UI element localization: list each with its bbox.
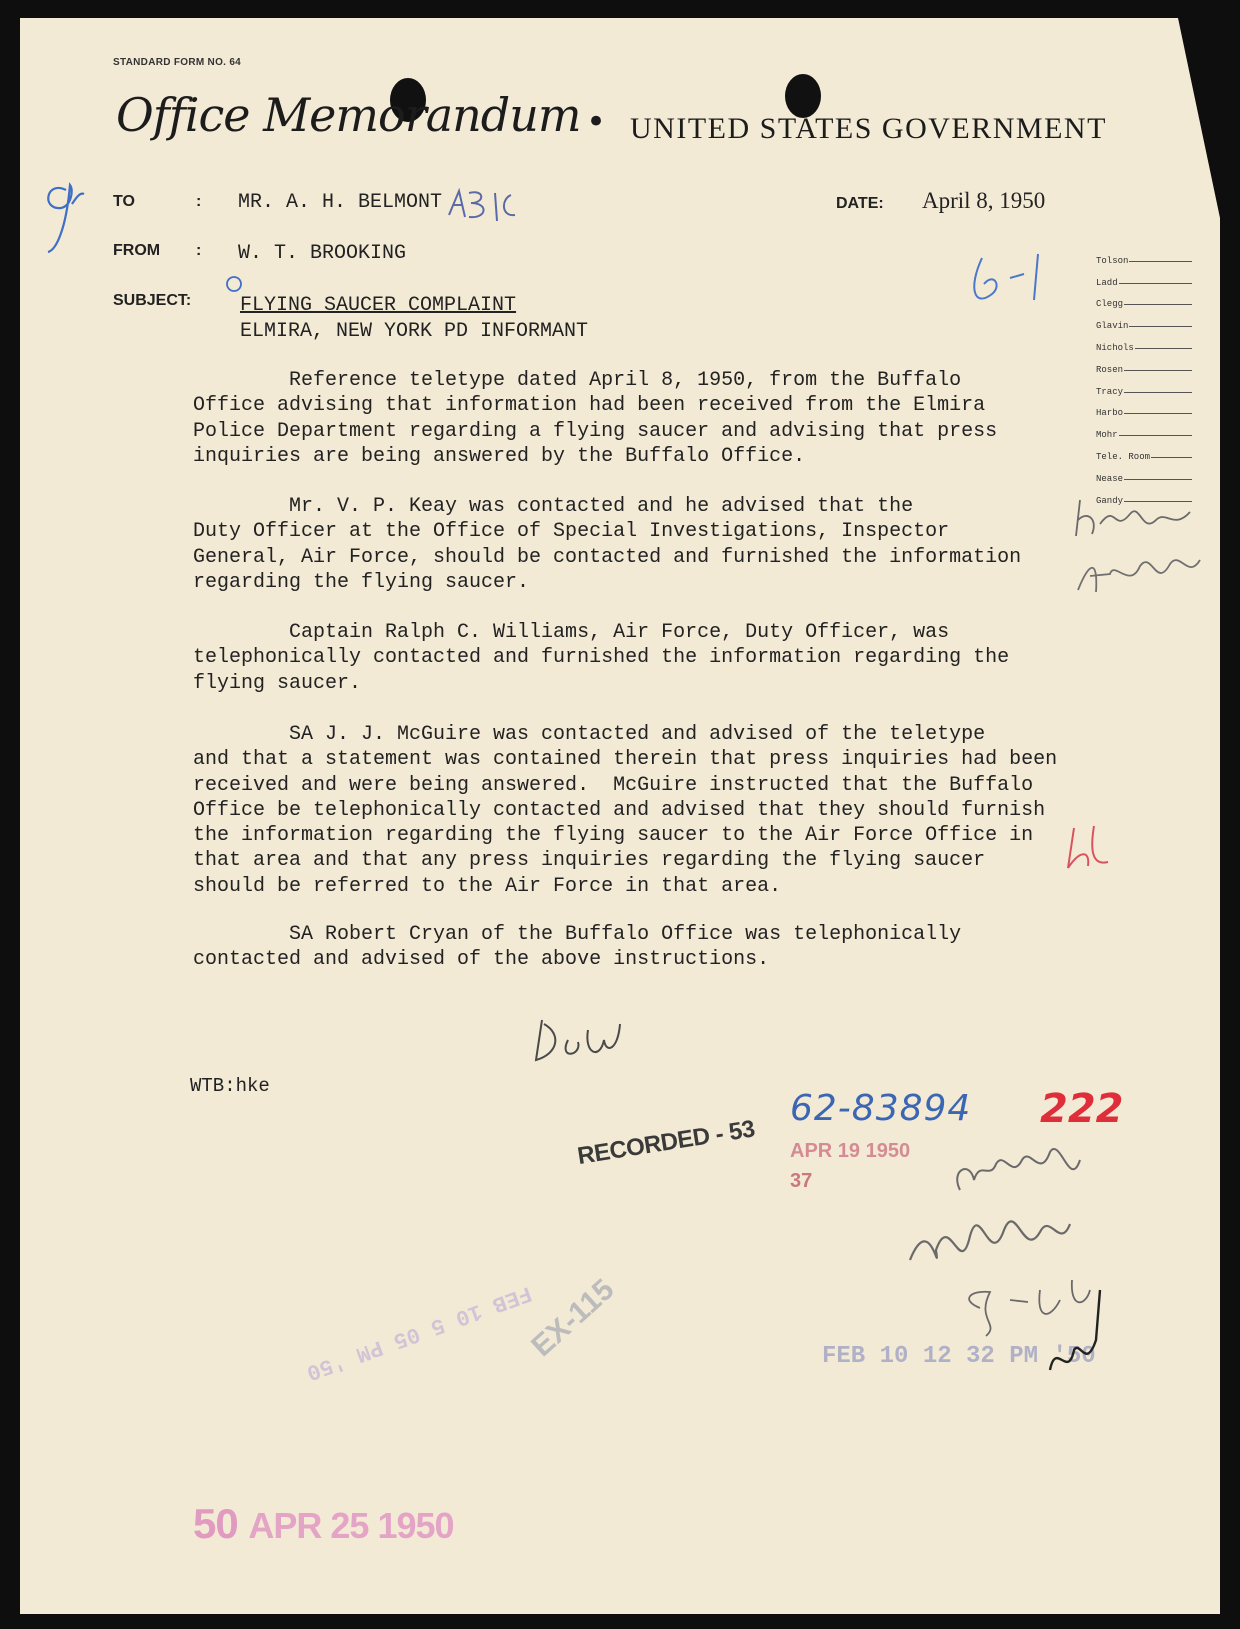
indexed-number-stamp: 37 [790, 1170, 813, 1192]
routing-line [1119, 283, 1192, 284]
subject-line-1: FLYING SAUCER COMPLAINT [240, 294, 517, 317]
to-colon: : [196, 193, 202, 210]
routing-name: Glavin [1096, 321, 1129, 332]
subject-label: SUBJECT: [113, 292, 192, 309]
routing-line [1124, 413, 1192, 414]
recorded-stamp: RECORDED - 53 [575, 1115, 757, 1171]
routing-row [1096, 462, 1192, 484]
routing-row [1096, 266, 1192, 288]
indexed-date-stamp: APR 19 1950 [790, 1140, 911, 1162]
typist-initials: WTB:hke [190, 1075, 270, 1097]
received-stamp-right: FEB 10 12 32 PM '50 [822, 1343, 1096, 1370]
memo-title: Office Memorandum [116, 88, 581, 142]
form-number: STANDARD FORM NO. 64 [113, 57, 242, 68]
routing-name: Gandy [1096, 495, 1124, 506]
body-paragraph-2: Mr. V. P. Keay was contacted and he advised that the Duty Officer at the Office of Special Investigations, Inspector General, Air Force, should be contacted and furnished the information regarding the flying saucer. [193, 495, 1022, 594]
routing-row [1096, 440, 1192, 462]
handwritten-signatures-lower [900, 1140, 1140, 1390]
routing-row [1096, 331, 1192, 353]
title-separator: • [586, 102, 607, 142]
routing-row [1096, 375, 1192, 397]
routing-name: Nichols [1096, 342, 1134, 353]
routing-name: Nease [1096, 473, 1124, 484]
date-value: April 8, 1950 [922, 188, 1046, 213]
routing-line [1119, 435, 1192, 436]
routing-line [1124, 392, 1192, 393]
body-paragraph-3: Captain Ralph C. Williams, Air Force, Duty Officer, was telephonically contacted and furnished the information regarding the flying saucer. [193, 621, 1010, 695]
routing-name: Ladd [1096, 277, 1118, 288]
handwritten-mark-blue [36, 170, 86, 266]
filed-date-stamp [193, 1500, 454, 1548]
filed-date: APR 25 1950 [248, 1505, 454, 1546]
body-paragraph-5: SA Robert Cryan of the Buffalo Office was telephonically contacted and advised of the above instructions. [193, 923, 962, 972]
file-number-stamp: 62-83894 [790, 1088, 972, 1129]
from-value: W. T. BROOKING [238, 242, 407, 265]
agency-name: UNITED STATES GOVERNMENT [630, 112, 1107, 145]
routing-row [1096, 418, 1192, 440]
to-value: MR. A. H. BELMONT [238, 191, 443, 214]
routing-name: Tracy [1096, 386, 1124, 397]
file-serial-number: 222 [1040, 1086, 1124, 1132]
handwritten-initials-center [528, 1010, 628, 1070]
handwritten-circle-mark [222, 270, 252, 300]
body-paragraph-1: Reference teletype dated April 8, 1950, from the Buffalo Office advising that information had been received from the Elmira Police Department regarding a flying saucer and advising that press inquiries are being answered by the Buffalo Office. [193, 369, 998, 468]
from-colon: : [196, 242, 202, 259]
routing-line [1129, 261, 1192, 262]
routing-name: Clegg [1096, 299, 1124, 310]
body-paragraph-4: SA J. J. McGuire was contacted and advised of the teletype and that a statement was contained therein that press inquiries had been received and were being answered. McGuire instructed that the Buffalo Office be telephonically contacted and advised that they should furnish the information regarding the flying saucer to the Air Force Office in that area and that any press inquiries regarding the flying saucer should be referred to the Air Force in that area. [193, 723, 1058, 898]
subject-line-2: ELMIRA, NEW YORK PD INFORMANT [240, 320, 589, 343]
routing-row [1096, 397, 1192, 419]
handwritten-notation-blue [962, 248, 1072, 318]
routing-line [1124, 370, 1192, 371]
from-label: FROM [113, 242, 161, 259]
filed-prefix: 50 [193, 1500, 238, 1547]
routing-name: Tele. Room [1096, 451, 1151, 462]
routing-line [1151, 457, 1192, 458]
routing-name: Mohr [1096, 430, 1118, 441]
routing-row [1096, 244, 1192, 266]
routing-row [1096, 288, 1192, 310]
to-label: TO [113, 193, 135, 210]
routing-line [1124, 479, 1192, 480]
routing-name: Rosen [1096, 364, 1124, 375]
routing-row [1096, 309, 1192, 331]
handwritten-mark-red [1060, 820, 1120, 880]
routing-name: Tolson [1096, 255, 1129, 266]
received-stamp-left: FEB 10 5 05 PM '50 [302, 1280, 535, 1385]
routing-line [1129, 326, 1192, 327]
routing-name: Harbo [1096, 408, 1124, 419]
handwritten-initials-to [445, 185, 540, 235]
routing-line [1135, 348, 1192, 349]
routing-line [1124, 304, 1192, 305]
routing-row [1096, 353, 1192, 375]
routing-list [1096, 244, 1192, 506]
handwritten-signatures-margin [1070, 490, 1210, 610]
ex-stamp: EX-115 [525, 1272, 621, 1364]
date-label: DATE: [836, 195, 884, 212]
